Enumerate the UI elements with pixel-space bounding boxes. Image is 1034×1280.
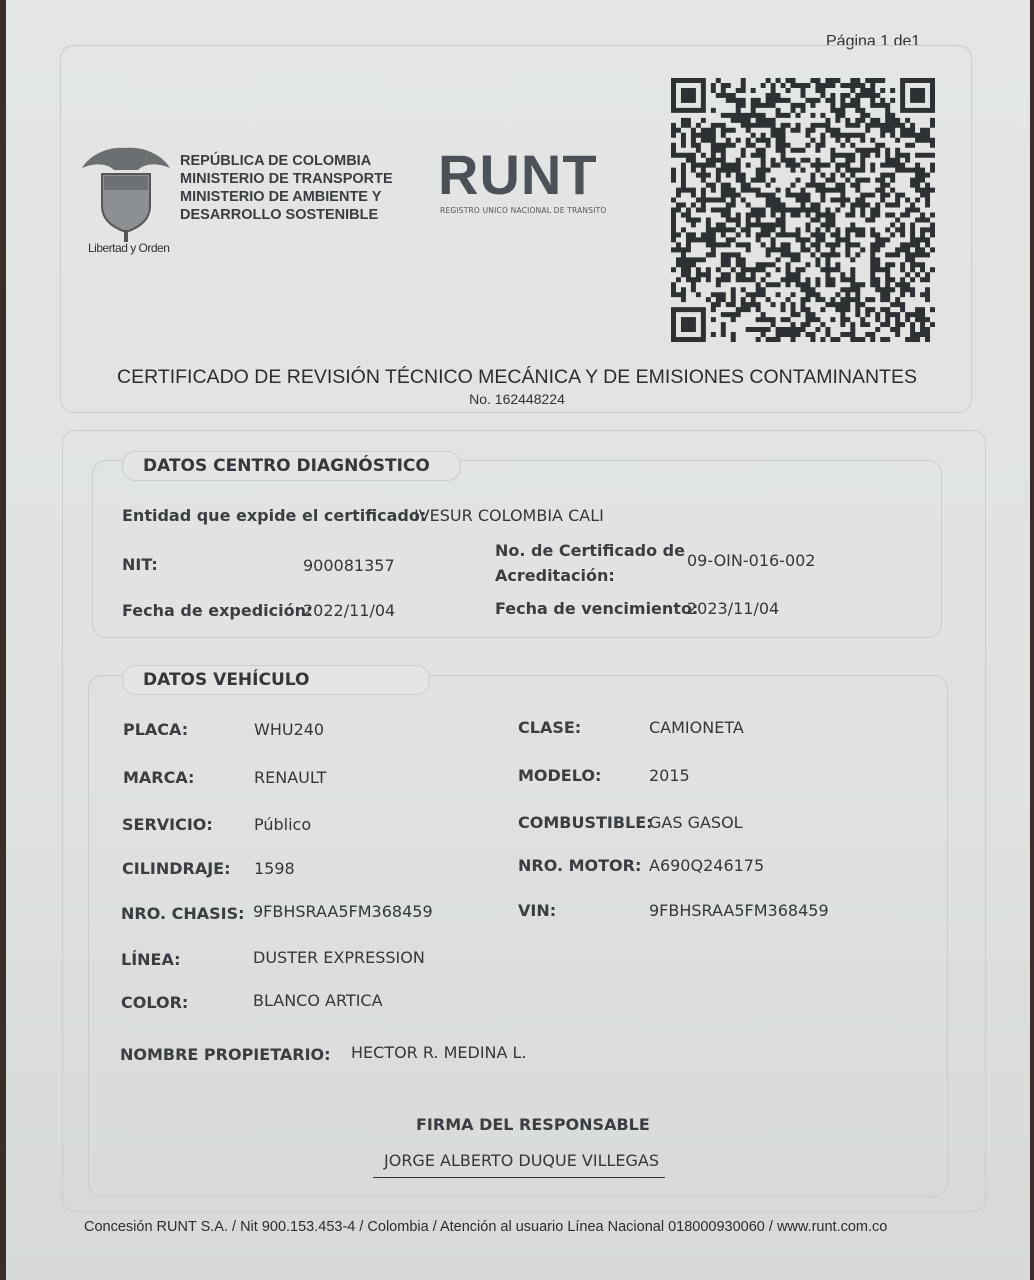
vin-label: VIN: <box>518 901 557 920</box>
footer: Concesión RUNT S.A. / Nit 900.153.453-4 / Colombia / Atención al usuario Línea Nacional 018000930060 / www.runt.com.co <box>84 1219 888 1235</box>
modelo-label: MODELO: <box>518 766 602 785</box>
clase-label: CLASE: <box>518 718 582 737</box>
marca-label: MARCA: <box>123 768 195 787</box>
clase-value: CAMIONETA <box>649 718 744 737</box>
linea-label: LÍNEA: <box>121 950 181 969</box>
expiry-date-label: Fecha de vencimiento: <box>495 599 699 618</box>
entity-value: IVESUR COLOMBIA CALI <box>414 506 604 525</box>
chasis-value: 9FBHSRAA5FM368459 <box>253 902 433 921</box>
gov-line: REPÚBLICA DE COLOMBIA <box>180 153 372 169</box>
linea-value: DUSTER EXPRESSION <box>253 948 425 967</box>
modelo-value: 2015 <box>649 766 690 785</box>
nit-value: 900081357 <box>303 556 395 575</box>
servicio-value: Público <box>254 815 312 834</box>
marca-value: RENAULT <box>254 768 327 787</box>
expiry-date-value: 2023/11/04 <box>687 599 780 618</box>
entity-label: Entidad que expide el certificado: <box>122 506 427 525</box>
accreditation-value: 09-OIN-016-002 <box>687 551 816 570</box>
government-header <box>180 152 393 224</box>
signature-label: FIRMA DEL RESPONSABLE <box>416 1115 650 1134</box>
issue-date-label: Fecha de expedición: <box>122 601 313 620</box>
coat-of-arms-icon <box>80 144 172 244</box>
certificate-title: CERTIFICADO DE REVISIÓN TÉCNICO MECÁNICA Y DE EMISIONES CONTAMINANTES <box>117 366 917 388</box>
owner-value: HECTOR R. MEDINA L. <box>351 1043 527 1062</box>
placa-label: PLACA: <box>123 720 189 739</box>
nit-label: NIT: <box>122 555 158 574</box>
runt-logo-subtitle: REGISTRO UNICO NACIONAL DE TRANSITO <box>440 206 607 215</box>
qr-code-icon <box>670 78 936 342</box>
runt-logo: RUNT <box>438 143 598 206</box>
motor-label: NRO. MOTOR: <box>518 856 642 875</box>
signature-line <box>373 1177 665 1178</box>
chasis-label: NRO. CHASIS: <box>121 904 245 923</box>
page-number: Página 1 de1 <box>826 33 921 50</box>
diagnostic-center-title: DATOS CENTRO DIAGNÓSTICO <box>122 451 461 481</box>
motor-value: A690Q246175 <box>649 856 765 875</box>
certificate-number: No. 162448224 <box>469 391 565 407</box>
signature-name: JORGE ALBERTO DUQUE VILLEGAS <box>384 1151 660 1170</box>
gov-line: DESARROLLO SOSTENIBLE <box>180 207 379 223</box>
servicio-label: SERVICIO: <box>122 815 213 834</box>
placa-value: WHU240 <box>254 720 325 739</box>
accreditation-label <box>495 538 685 588</box>
vehicle-title: DATOS VEHÍCULO <box>122 665 430 695</box>
color-label: COLOR: <box>121 993 189 1012</box>
cilindraje-label: CILINDRAJE: <box>122 859 231 878</box>
color-value: BLANCO ARTICA <box>253 991 383 1010</box>
gov-line: MINISTERIO DE TRANSPORTE <box>180 171 393 187</box>
owner-label: NOMBRE PROPIETARIO: <box>120 1045 331 1064</box>
accreditation-label-line: Acreditación: <box>495 566 615 585</box>
accreditation-label-line: No. de Certificado de <box>495 541 685 560</box>
vin-value: 9FBHSRAA5FM368459 <box>649 901 829 920</box>
combustible-value: GAS GASOL <box>649 813 743 832</box>
issue-date-value: 2022/11/04 <box>303 601 396 620</box>
cilindraje-value: 1598 <box>254 859 295 878</box>
motto: Libertad y Orden <box>88 241 170 255</box>
combustible-label: COMBUSTIBLE: <box>518 813 653 832</box>
gov-line: MINISTERIO DE AMBIENTE Y <box>180 189 382 205</box>
